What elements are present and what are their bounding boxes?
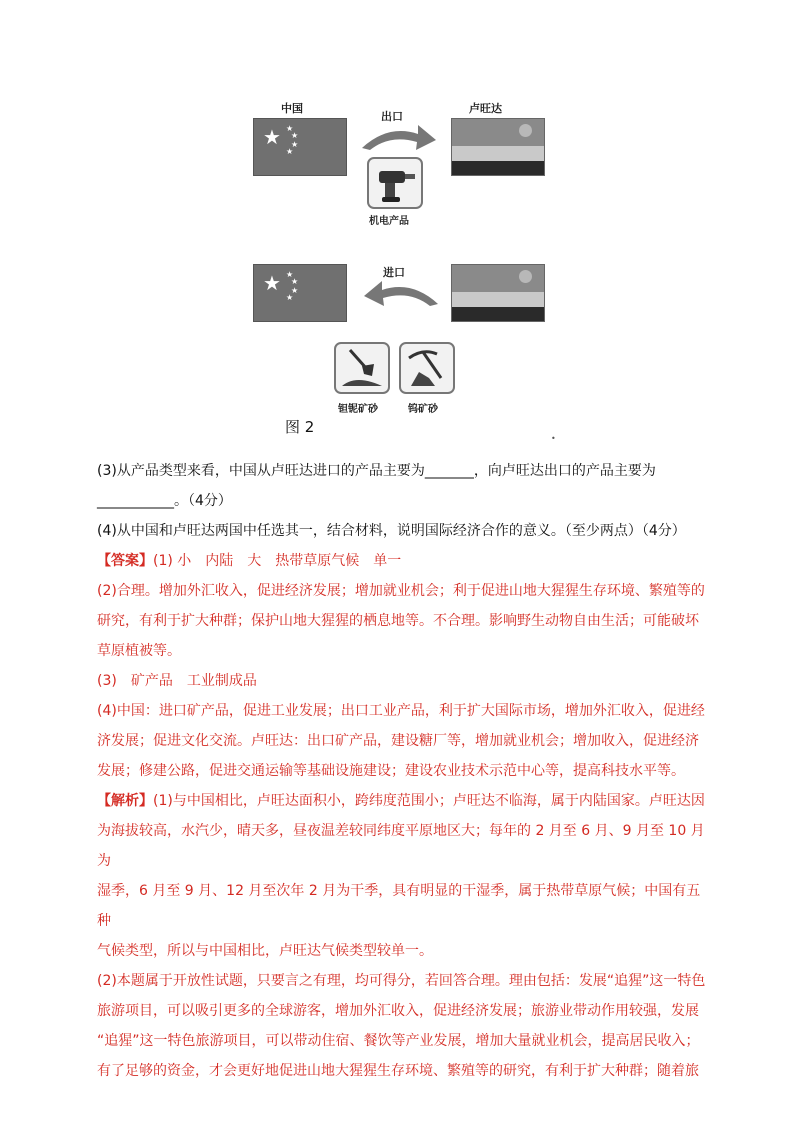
answer-tag: 【答案】	[97, 553, 153, 569]
analysis-line-2: 为海拔较高，水汽少，晴天多，昼夜温差较同纬度平原地区大；每年的 2 月至 6 月、9 月至 10 月为	[97, 823, 705, 869]
rwanda-flag-2	[451, 264, 545, 322]
analysis-line-6: 旅游项目，可以吸引更多的全球游客，增加外汇收入，促进经济发展；旅游业带动作用较强，发展	[97, 1003, 699, 1019]
answer-line-7: 济发展；促进文化交流。卢旺达：出口矿产品，建设糖厂等，增加就业机会；增加收入，促进经济	[97, 733, 699, 749]
answer-line-3: 研究，有利于扩大种群；保护山地大猩猩的栖息地等。不合理。影响野生动物自由生活；可能破坏	[97, 613, 699, 629]
product-import-1-label: 钽铌矿砂	[338, 404, 378, 415]
answer-line-8: 发展；修建公路，促进交通运输等基础设施建设；建设农业技术示范中心等，提高科技水平等。	[97, 763, 685, 779]
analysis-line-1	[97, 786, 712, 816]
export-label: 出口	[381, 110, 403, 123]
analysis-line-4: 气候类型，所以与中国相比，卢旺达气候类型较单一。	[97, 943, 433, 959]
china-flag: ★ ★ ★ ★ ★	[253, 118, 347, 176]
stray-mark: •	[551, 434, 556, 443]
analysis-line-7: “追猩”这一特色旅游项目，可以带动住宿、餐饮等产业发展，增加大量就业机会，提高居民收入；	[97, 1033, 700, 1049]
question-3-line-1: (3)从产品类型来看，中国从卢旺达进口的产品主要为_______，向卢旺达出口的产品主要为	[97, 463, 656, 479]
analysis-section	[97, 786, 712, 1086]
answer-line-4: 草原植被等。	[97, 643, 181, 659]
rwanda-flag	[451, 118, 545, 176]
product-export-label: 机电产品	[369, 216, 409, 227]
shovel-icon	[334, 342, 390, 394]
answer-section	[97, 546, 712, 786]
answer-line-6: (4)中国：进口矿产品，促进工业发展；出口工业产品，利于扩大国际市场，增加外汇收入，促进经	[97, 703, 705, 719]
answer-line-5: (3) 矿产品 工业制成品	[97, 673, 257, 689]
figure-caption: 图 2	[285, 418, 315, 436]
analysis-line-8: 有了足够的资金，才会更好地促进山地大猩猩生存环境、繁殖等的研究，有利于扩大种群；随着旅	[97, 1063, 699, 1079]
import-arrow-icon	[360, 276, 442, 308]
question-3-line-2: ___________。（4分）	[97, 493, 232, 509]
analysis-line-3: 湿季，6 月至 9 月、12 月至次年 2 月为干季，具有明显的干湿季，属于热带草原气候；中国有五种	[97, 883, 701, 929]
answer-line-2: (2)合理。增加外汇收入，促进经济发展；增加就业机会；利于促进山地大猩猩生存环境、繁殖等的	[97, 583, 705, 599]
analysis-tag: 【解析】	[97, 793, 153, 809]
question-4: (4)从中国和卢旺达两国中任选其一，结合材料，说明国际经济合作的意义。（至少两点）（4分）	[97, 523, 686, 539]
label-china: 中国	[281, 102, 303, 115]
pickaxe-icon	[399, 342, 455, 394]
question-section	[97, 456, 712, 546]
label-rwanda: 卢旺达	[469, 102, 502, 115]
answer-line-1-text: (1) 小 内陆 大 热带草原气候 单一	[153, 553, 402, 569]
import-label: 进口	[383, 266, 405, 279]
drill-icon	[367, 157, 423, 209]
trade-figure	[0, 0, 800, 443]
analysis-line-5: (2)本题属于开放性试题，只要言之有理，均可得分，若回答合理。理由包括：发展“追猩”这一特色	[97, 973, 706, 989]
china-flag-2: ★ ★ ★ ★ ★	[253, 264, 347, 322]
export-arrow-icon	[358, 120, 440, 152]
product-import-2-label: 钨矿砂	[408, 404, 438, 415]
answer-line-1	[97, 546, 712, 576]
analysis-line-1-text: (1)与中国相比，卢旺达面积小，跨纬度范围小；卢旺达不临海，属于内陆国家。卢旺达因	[153, 793, 705, 809]
